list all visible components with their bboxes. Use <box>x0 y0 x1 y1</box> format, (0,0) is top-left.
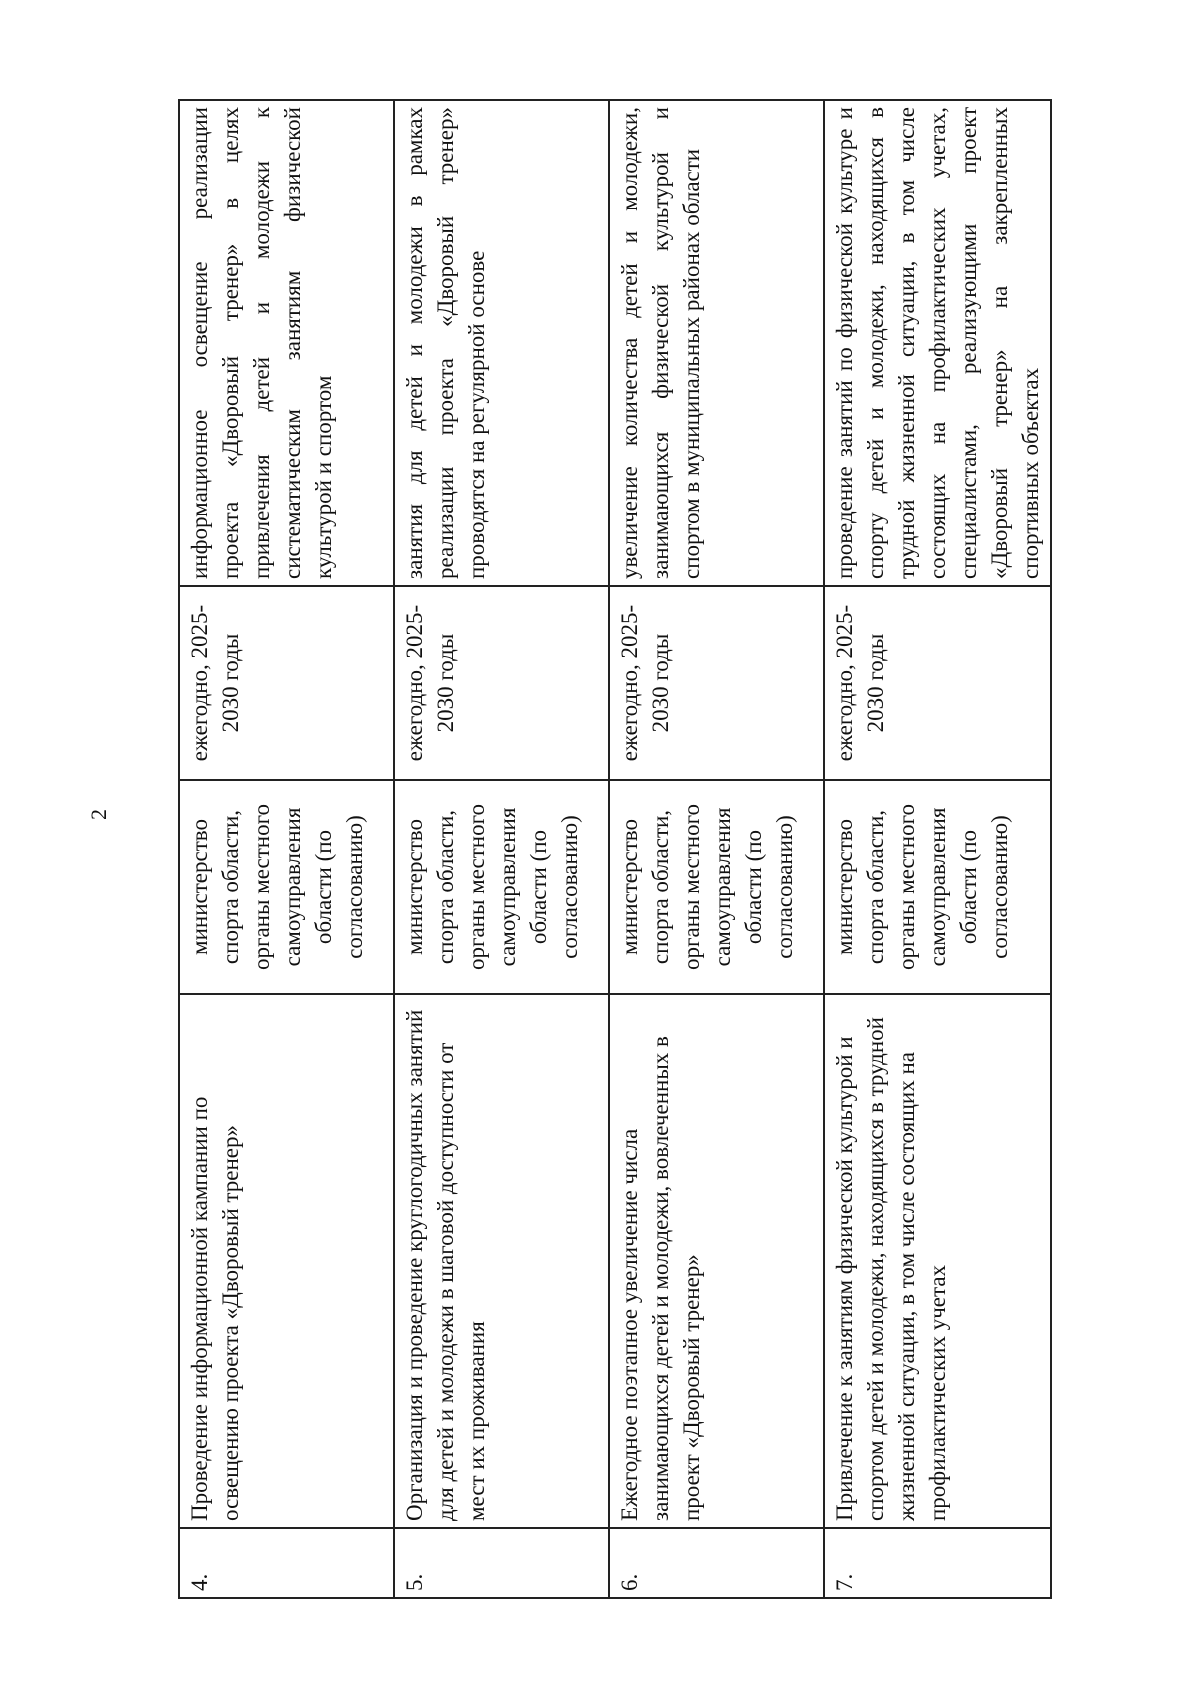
responsible-executors: министерство спорта области, органы местного самоуправления области (по согласованию) <box>824 780 1051 994</box>
implementation-term: ежегодно, 2025-2030 годы <box>179 586 394 780</box>
responsible-executors: министерство спорта области, органы местного самоуправления области (по согласованию) <box>609 780 824 994</box>
measure-name: Ежегодное поэтапное увеличение числа занимающихся детей и молодежи, вовлеченных в проект «Дворовый тренер» <box>609 994 824 1528</box>
responsible-executors: министерство спорта области, органы местного самоуправления области (по согласованию) <box>179 780 394 994</box>
measure-name: Проведение информационной кампании по освещению проекта «Дворовый тренер» <box>179 994 394 1528</box>
implementation-term: ежегодно, 2025-2030 годы <box>394 586 609 780</box>
row-number: 4. <box>179 1528 394 1598</box>
page-number: 2 <box>86 809 111 820</box>
measure-name: Организация и проведение круглогодичных занятий для детей и молодежи в шаговой доступности от мест их проживания <box>394 994 609 1528</box>
table-row <box>179 100 394 1598</box>
measures-table <box>178 99 1052 1599</box>
table-row <box>824 100 1051 1598</box>
row-number: 5. <box>394 1528 609 1598</box>
expected-result: увеличение количества детей и молодежи, занимающихся физической культурой и спортом в муниципальных районах области <box>609 100 824 586</box>
row-number: 7. <box>824 1528 1051 1598</box>
expected-result: занятия для детей и молодежи в рамках реализации проекта «Дворовый тренер» проводятся на регулярной основе <box>394 100 609 586</box>
rotated-table-wrapper <box>178 99 1043 1599</box>
row-number: 6. <box>609 1528 824 1598</box>
responsible-executors: министерство спорта области, органы местного самоуправления области (по согласованию) <box>394 780 609 994</box>
expected-result: информационное освещение реализации проекта «Дворовый тренер» в целях привлечения детей и молодежи к систематическим занятиям физической культурой и спортом <box>179 100 394 586</box>
table-row <box>609 100 824 1598</box>
measure-name: Привлечение к занятиям физической культурой и спортом детей и молодежи, находящихся в трудной жизненной ситуации, в том числе состоящих на профилактических учетах <box>824 994 1051 1528</box>
implementation-term: ежегодно, 2025-2030 годы <box>824 586 1051 780</box>
implementation-term: ежегодно, 2025-2030 годы <box>609 586 824 780</box>
table-row <box>394 100 609 1598</box>
expected-result: проведение занятий по физической культуре и спорту детей и молодежи, находящихся в трудной жизненной ситуации, в том числе состоящих на профилактических учетах, специалистами, реализующими проект «Дворовый тренер» на закрепленных спортивных объектах <box>824 100 1051 586</box>
